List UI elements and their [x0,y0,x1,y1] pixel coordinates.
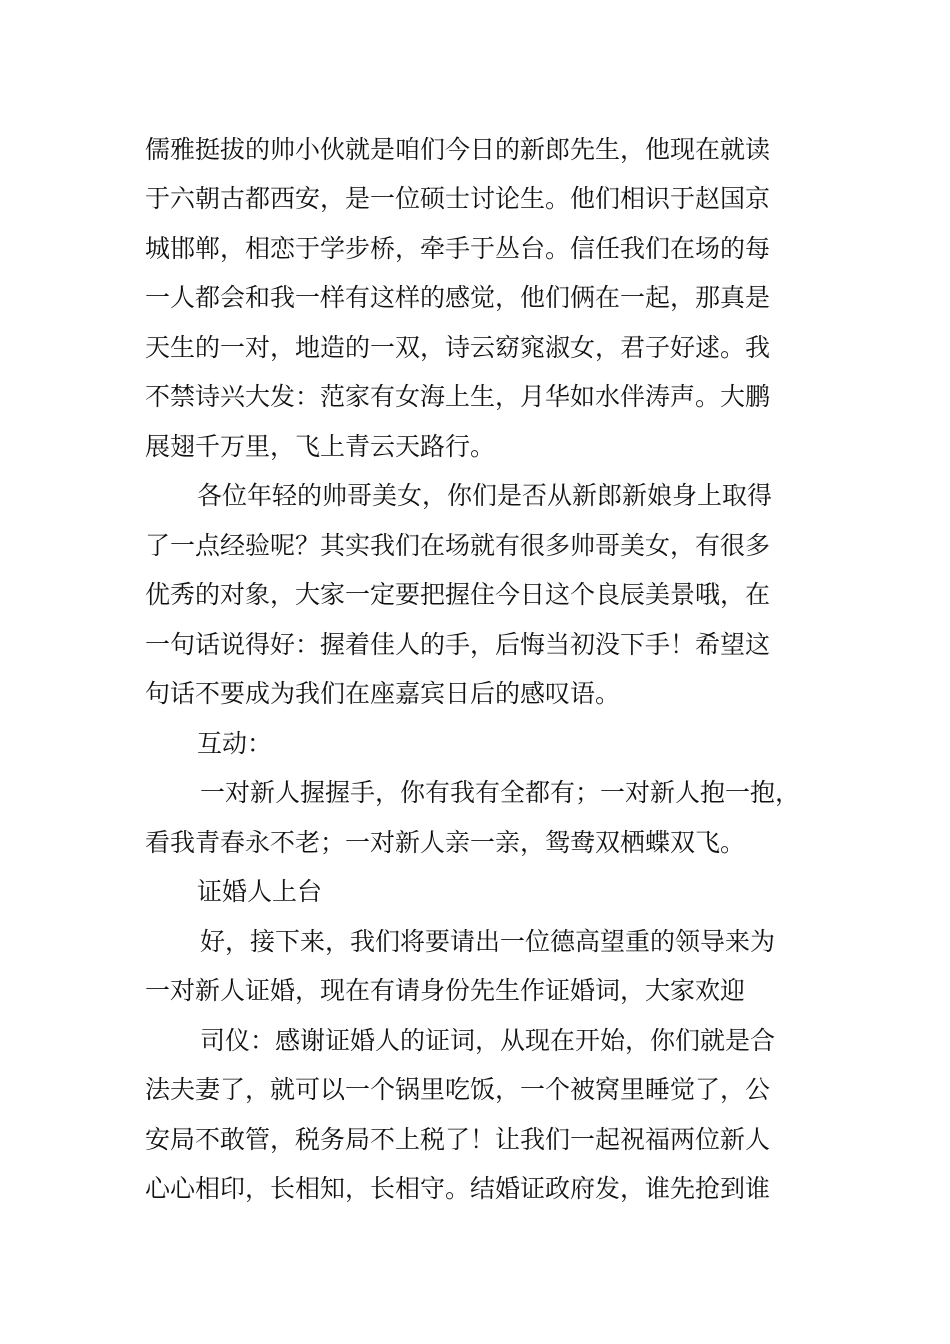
text-line: 展翅千万里，飞上青云天路行。 [145,432,496,461]
paragraph-first-line: 好，接下来，我们将要请出一位德高望重的领导来为 [200,927,776,956]
text-line: 句话不要成为我们在座嘉宾日后的感叹语。 [145,679,621,708]
text-line: 安局不敢管，税务局不上税了！让我们一起祝福两位新人 [145,1125,771,1154]
paragraph-first-line: 司仪：感谢证婚人的证词，从现在开始，你们就是合 [200,1026,776,1055]
text-line: 一句话说得好：握着佳人的手，后悔当初没下手！希望这 [145,630,771,659]
text-line: 看我青春永不老；一对新人亲一亲，鸳鸯双栖蝶双飞。 [145,828,746,857]
paragraph-first-line: 各位年轻的帅哥美女，你们是否从新郎新娘身上取得 [197,481,773,510]
text-line: 一对新人证婚，现在有请身份先生作证婚词，大家欢迎 [145,976,746,1005]
text-line: 儒雅挺拔的帅小伙就是咱们今日的新郎先生，他现在就读 [145,135,771,164]
text-line: 于六朝古都西安，是一位硕士讨论生。他们相识于赵国京 [145,184,771,213]
text-line: 心心相印，长相知，长相守。结婚证政府发，谁先抢到谁 [145,1174,771,1203]
text-line: 一人都会和我一样有这样的感觉，他们俩在一起，那真是 [145,283,771,312]
text-line: 法夫妻了，就可以一个锅里吃饭，一个被窝里睡觉了，公 [145,1075,771,1104]
section-heading: 证婚人上台 [197,877,323,906]
paragraph-first-line: 一对新人握握手，你有我有全都有；一对新人抱一抱， [200,778,801,807]
text-line: 不禁诗兴大发：范家有女海上生，月华如水伴涛声。大鹏 [145,382,771,411]
text-line: 优秀的对象，大家一定要把握住今日这个良辰美景哦，在 [145,580,771,609]
text-line: 了一点经验呢？其实我们在场就有很多帅哥美女，有很多 [145,531,771,560]
text-line: 天生的一对，地造的一双，诗云窈窕淑女，君子好逑。我 [145,333,771,362]
section-label: 互动： [197,729,273,758]
text-line: 城邯郸，相恋于学步桥，牵手于丛台。信任我们在场的每 [145,234,771,263]
